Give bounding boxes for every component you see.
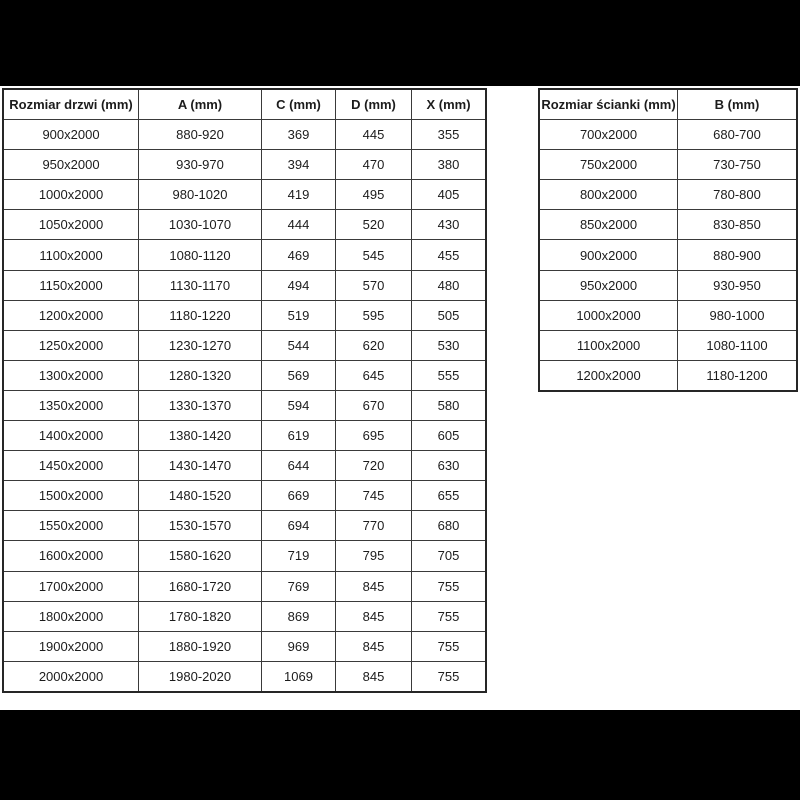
table-cell: 930-950	[678, 270, 798, 300]
table-row	[3, 240, 486, 270]
table-cell: 1180-1200	[678, 360, 798, 391]
table-cell: 980-1000	[678, 300, 798, 330]
table-cell: 780-800	[678, 180, 798, 210]
table-cell: 1880-1920	[139, 631, 262, 661]
table-cell: 455	[412, 240, 487, 270]
table-row	[3, 481, 486, 511]
table-row	[3, 330, 486, 360]
table-cell: 645	[336, 360, 412, 390]
table-cell: 519	[262, 300, 336, 330]
table-cell: 980-1020	[139, 180, 262, 210]
table-cell: 680	[412, 511, 487, 541]
table-cell: 900x2000	[539, 240, 678, 270]
column-header: X (mm)	[412, 89, 487, 120]
table-cell: 1680-1720	[139, 571, 262, 601]
table-cell: 480	[412, 270, 487, 300]
table-cell: 755	[412, 601, 487, 631]
table-cell: 1069	[262, 661, 336, 692]
table-row	[3, 571, 486, 601]
table-row	[3, 661, 486, 692]
column-header: A (mm)	[139, 89, 262, 120]
table-cell: 555	[412, 360, 487, 390]
table-cell: 755	[412, 661, 487, 692]
table-cell: 830-850	[678, 210, 798, 240]
table-cell: 680-700	[678, 120, 798, 150]
table-cell: 1550x2000	[3, 511, 139, 541]
table-cell: 719	[262, 541, 336, 571]
table-cell: 1030-1070	[139, 210, 262, 240]
table-cell: 695	[336, 421, 412, 451]
table-cell: 380	[412, 150, 487, 180]
table-cell: 1100x2000	[3, 240, 139, 270]
table-cell: 505	[412, 300, 487, 330]
table-cell: 355	[412, 120, 487, 150]
table-cell: 1430-1470	[139, 451, 262, 481]
table-cell: 545	[336, 240, 412, 270]
table-cell: 880-900	[678, 240, 798, 270]
table-cell: 669	[262, 481, 336, 511]
table-cell: 800x2000	[539, 180, 678, 210]
table-cell: 755	[412, 571, 487, 601]
table-cell: 2000x2000	[3, 661, 139, 692]
table-cell: 1300x2000	[3, 360, 139, 390]
table-row	[539, 120, 797, 150]
table-cell: 1980-2020	[139, 661, 262, 692]
table-cell: 1150x2000	[3, 270, 139, 300]
table-cell: 770	[336, 511, 412, 541]
table-row	[3, 601, 486, 631]
table-cell: 1400x2000	[3, 421, 139, 451]
table-cell: 1180-1220	[139, 300, 262, 330]
table-cell: 1530-1570	[139, 511, 262, 541]
table-cell: 705	[412, 541, 487, 571]
table-row	[539, 180, 797, 210]
table-cell: 930-970	[139, 150, 262, 180]
table-cell: 1250x2000	[3, 330, 139, 360]
table-cell: 900x2000	[3, 120, 139, 150]
table-cell: 569	[262, 360, 336, 390]
table-cell: 594	[262, 390, 336, 420]
table-cell: 845	[336, 571, 412, 601]
table-row	[3, 270, 486, 300]
table-cell: 495	[336, 180, 412, 210]
table-row	[3, 300, 486, 330]
table-row	[3, 150, 486, 180]
table-cell: 620	[336, 330, 412, 360]
table-row	[3, 511, 486, 541]
table-cell: 869	[262, 601, 336, 631]
table-cell: 470	[336, 150, 412, 180]
table-cell: 950x2000	[539, 270, 678, 300]
table-row	[3, 120, 486, 150]
table-row	[3, 421, 486, 451]
table-row	[3, 631, 486, 661]
table-cell: 1480-1520	[139, 481, 262, 511]
table-cell: 1780-1820	[139, 601, 262, 631]
table-cell: 1600x2000	[3, 541, 139, 571]
table-cell: 405	[412, 180, 487, 210]
table-cell: 1200x2000	[3, 300, 139, 330]
top-letterbox-bar	[0, 0, 800, 86]
table-cell: 1200x2000	[539, 360, 678, 391]
table-cell: 1080-1100	[678, 330, 798, 360]
table-cell: 750x2000	[539, 150, 678, 180]
table-cell: 530	[412, 330, 487, 360]
table-row	[3, 451, 486, 481]
table-cell: 1280-1320	[139, 360, 262, 390]
table-row	[539, 240, 797, 270]
table-cell: 605	[412, 421, 487, 451]
table-cell: 580	[412, 390, 487, 420]
table-cell: 1080-1120	[139, 240, 262, 270]
table-cell: 469	[262, 240, 336, 270]
table-row	[539, 210, 797, 240]
table-cell: 394	[262, 150, 336, 180]
table-row	[539, 360, 797, 391]
table-cell: 1130-1170	[139, 270, 262, 300]
table-cell: 1700x2000	[3, 571, 139, 601]
table-row	[539, 150, 797, 180]
table-row	[3, 390, 486, 420]
table-cell: 730-750	[678, 150, 798, 180]
table-cell: 720	[336, 451, 412, 481]
header-row	[3, 89, 486, 120]
column-header: B (mm)	[678, 89, 798, 120]
table-cell: 1000x2000	[3, 180, 139, 210]
content-area	[0, 86, 800, 710]
bottom-letterbox-bar	[0, 710, 800, 800]
table-cell: 419	[262, 180, 336, 210]
table-cell: 544	[262, 330, 336, 360]
table-cell: 1900x2000	[3, 631, 139, 661]
header-row	[539, 89, 797, 120]
table-cell: 950x2000	[3, 150, 139, 180]
table-cell: 655	[412, 481, 487, 511]
table-cell: 1450x2000	[3, 451, 139, 481]
table-row	[539, 270, 797, 300]
table-cell: 1350x2000	[3, 390, 139, 420]
table-cell: 630	[412, 451, 487, 481]
table-cell: 670	[336, 390, 412, 420]
table-cell: 845	[336, 631, 412, 661]
table-cell: 769	[262, 571, 336, 601]
table-cell: 845	[336, 601, 412, 631]
table-row	[3, 180, 486, 210]
column-header: Rozmiar ścianki (mm)	[539, 89, 678, 120]
table-cell: 520	[336, 210, 412, 240]
table-cell: 430	[412, 210, 487, 240]
table-cell: 1230-1270	[139, 330, 262, 360]
column-header: D (mm)	[336, 89, 412, 120]
table-cell: 369	[262, 120, 336, 150]
table-row	[3, 360, 486, 390]
table-row	[539, 300, 797, 330]
column-header: Rozmiar drzwi (mm)	[3, 89, 139, 120]
table-cell: 1330-1370	[139, 390, 262, 420]
table-cell: 445	[336, 120, 412, 150]
table-cell: 845	[336, 661, 412, 692]
table-row	[3, 210, 486, 240]
table-cell: 570	[336, 270, 412, 300]
table-cell: 644	[262, 451, 336, 481]
table-cell: 1000x2000	[539, 300, 678, 330]
table-cell: 494	[262, 270, 336, 300]
table-row	[3, 541, 486, 571]
table-cell: 850x2000	[539, 210, 678, 240]
table-cell: 595	[336, 300, 412, 330]
table-cell: 1050x2000	[3, 210, 139, 240]
table-cell: 444	[262, 210, 336, 240]
table-cell: 969	[262, 631, 336, 661]
table-row	[539, 330, 797, 360]
table-cell: 1800x2000	[3, 601, 139, 631]
table-cell: 795	[336, 541, 412, 571]
table-cell: 694	[262, 511, 336, 541]
table-cell: 619	[262, 421, 336, 451]
table-cell: 880-920	[139, 120, 262, 150]
column-header: C (mm)	[262, 89, 336, 120]
table-cell: 1100x2000	[539, 330, 678, 360]
table-cell: 1580-1620	[139, 541, 262, 571]
table-cell: 755	[412, 631, 487, 661]
table-cell: 1380-1420	[139, 421, 262, 451]
wall-panel-size-table	[538, 88, 798, 392]
table-cell: 1500x2000	[3, 481, 139, 511]
door-size-table	[2, 88, 487, 693]
table-cell: 745	[336, 481, 412, 511]
table-cell: 700x2000	[539, 120, 678, 150]
